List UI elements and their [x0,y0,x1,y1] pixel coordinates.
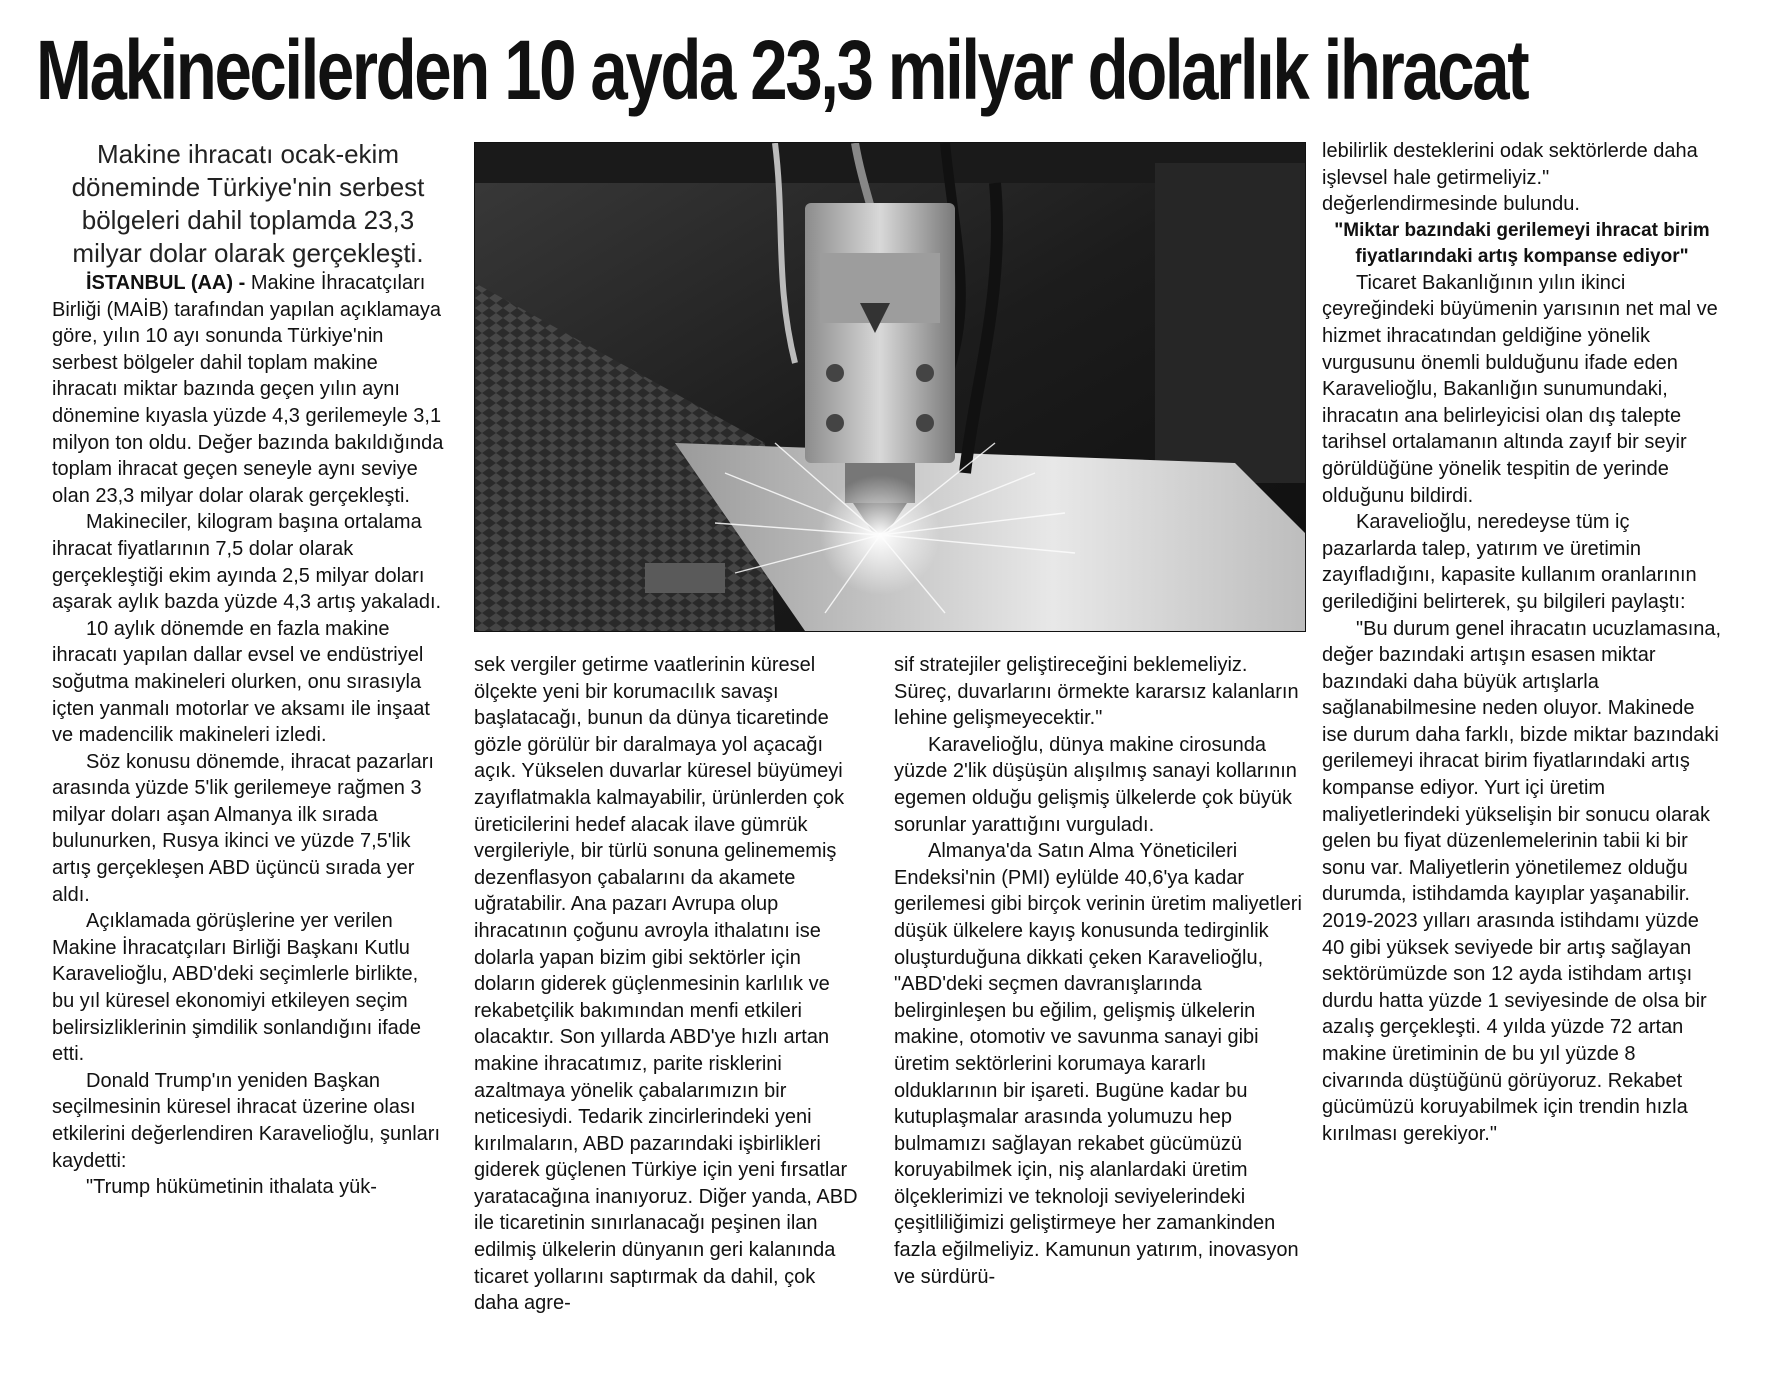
body-paragraph: "Trump hükümetinin ithalata yük- [86,1176,377,1199]
body-paragraph: sif stratejiler geliştireceğini beklemeliyiz. Süreç, duvarlarını örmekte kararsız kalanların lehine gelişmeyecektir." [894,654,1299,730]
column-1 [52,138,444,1201]
body-paragraph: "Bu durum genel ihracatın ucuzlamasına, değer bazındaki artışın esasen miktar bazındaki daha büyük artışlarla sağlanabilmesine neden oluyor. Makinede ise durum daha farklı, bizde miktar bazındaki gerilemeyi ihracat birim fiyatlarındaki artış kompanse ediyor. Yurt içi üretim maliyetlerindeki yükselişin bir sonucu olarak gelen bu fiyat düzenlemelerinin tabii ki bir sonu var. Maliyetlerin yönetilemez olduğu durumda, istihdamda kayıplar yaşanabilir. 2019-2023 yılları arasında istihdamı yüzde 40 gibi yüksek seviyede bir artış sağlayan sektörümüzde son 12 ayda istihdam artışı durdu hatta yüzde 1 seviyesinde de olsa bir azalış gerçekleşti. 4 yılda yüzde 72 artan makine üretiminin de bu yıl yüzde 8 civarında düştüğünü görüyoruz. Rekabet gücümüzü koruyabilmek için trendin hızla kırılması gerekiyor." [1322,617,1722,1145]
lead-paragraph: Makine ihracatı ocak-ekim döneminde Türkiye'nin serbest bölgeleri dahil toplamda 23,3 milyar dolar olarak gerçekleşti. [71,139,425,268]
subheading: "Miktar bazındaki gerilemeyi ihracat birim fiyatlarındaki artış kompanse ediyor" [1334,219,1710,267]
body-paragraph: Makineciler, kilogram başına ortalama ihracat fiyatlarının 7,5 dolar olarak gerçekleştiği ekim ayında 2,5 milyar doları aşarak aylık bazda yüzde 4,3 artış yakaladı. [52,511,442,614]
column-2 [474,652,864,1317]
body-paragraph: Karavelioğlu, neredeyse tüm iç pazarlarda talep, yatırım ve üretimin zayıfladığını, kapasite kullanım oranlarının gerilediğini belirterek, şu bilgileri paylaştı: [1322,511,1697,613]
body-paragraph [52,270,444,509]
dateline: İSTANBUL (AA) - [86,272,246,294]
article-photo [474,142,1306,632]
column-3 [894,652,1304,1290]
column-4 [1322,138,1722,1147]
body-paragraph: Karavelioğlu, dünya makine cirosunda yüzde 2'lik düşüşün alışılmış sanayi kollarının egemen olduğu gelişmiş ülkelerde çok büyük sorunlar yarattığını vurguladı. [894,733,1297,836]
body-paragraph: Almanya'da Satın Alma Yöneticileri Endeksi'nin (PMI) eylülde 40,6'ya kadar gerilemesi gibi birçok verinin üretim maliyetleri düşük ülkelere kayış konusunda tedirginlik oluşturduğuna dikkati çeken Karavelioğlu, "ABD'deki seçmen davranışlarında belirginleşen bu eğilim, gelişmiş ülkelerin makine, otomotiv ve savunma sanayi gibi üretim sektörlerini korumaya kararlı olduklarının bir işareti. Bugüne kadar bu kutuplaşmalar arasında yolumuzu hep bulmamızı sağlayan rekabet gücümüzü koruyabilmek için, niş alanlardaki üretim ölçeklerimizi ve teknoloji seviyelerindeki çeşitliliğimizi geliştirmeye her zamankinden fazla eğilmeliyiz. Kamunun yatırım, inovasyon ve sürdürü- [894,840,1302,1288]
body-paragraph: sek vergiler getirme vaatlerinin küresel ölçekte yeni bir korumacılık savaşı başlatacağı, bunun da dünya ticaretinde gözle görülür bir daralmaya yol açacağı açık. Yükselen duvarlar küresel büyümeyi zayıflatmakla kalmayabilir, ürünlerden çok üreticilerini hedef alacak ilave gümrük vergileriyle, bir türlü sonuna gelinememiş dezenflasyon çabalarını da akamete uğratabilir. Ana pazarı Avrupa olup ihracatının çoğunu avroyla ithalatını ise dolarla yapan bizim gibi sektörler için doların giderek güçlenmesinin karlılık ve rekabetçilik bakımından menfi etkileri olacaktır. Son yıllarda ABD'ye hızlı artan makine ihracatımız, parite risklerini azaltmaya yönelik çabalarımızın bir neticesiydi. Tedarik zincirlerindeki yeni kırılmaların, ABD pazarındaki işbirlikleri giderek güçlenen Türkiye için yeni fırsatlar yaratacağına inanıyoruz. Diğer yanda, ABD ile ticaretinin sınırlanacağı peşinen ilan edilmiş ülkelerin dünyanın geri kalanında ticaret yollarını saptırmak da dahil, çok daha agre- [474,654,858,1315]
body-paragraph: 10 aylık dönemde en fazla makine ihracatı yapılan dallar evsel ve endüstriyel soğutma makineleri olurken, onu sırasıyla içten yanmalı motorlar ve aksamı ile inşaat ve madencilik makineleri izledi. [52,617,430,747]
headline: Makinecilerden 10 ayda 23,3 milyar dolarlık ihracat [36,23,1528,117]
body-paragraph: Ticaret Bakanlığının yılın ikinci çeyreğindeki büyümenin yarısının net mal ve hizmet ihracatından geldiğine yönelik vurgusunu önemli bulduğunu ifade eden Karavelioğlu, Bakanlığın sunumundaki, ihracatın ana belirleyicisi olan dış talepte tarihsel ortalamanın altında zayıf bir seyir görüldüğüne yönelik tespitin de yerinde olduğunu bildirdi. [1322,271,1718,507]
laser-cutting-machine-icon [475,143,1305,631]
body-paragraph: Söz konusu dönemde, ihracat pazarları arasında yüzde 5'lik gerilemeye rağmen 3 milyar doları aşan Almanya ilk sırada bulunurken, Rusya ikinci ve yüzde 7,5'lik artış gerçekleşen ABD üçüncü sırada yer aldı. [52,750,434,906]
body-paragraph: Donald Trump'ın yeniden Başkan seçilmesinin küresel ihracat üzerine olası etkilerini değerlendiren Karavelioğlu, şunları kaydetti: [52,1069,440,1172]
body-paragraph: Açıklamada görüşlerine yer verilen Makine İhracatçıları Birliği Başkanı Kutlu Karavelioğlu, ABD'deki seçimlerle birlikte, bu yıl küresel ekonomiyi etkileyen seçim belirsizliklerinin şimdilik sonlandığını ifade etti. [52,910,422,1066]
body-paragraph: lebilirlik desteklerini odak sektörlerde daha işlevsel hale getirmeliyiz." değerlendirmesinde bulundu. [1322,140,1698,216]
body-text: Makine İhracatçıları Birliği (MAİB) tarafından yapılan açıklamaya göre, yılın 10 ayı sonunda Türkiye'nin serbest bölgeler dahil toplam makine ihracatı miktar bazında geçen yılın aynı dönemine kıyasla yüzde 4,3 gerilemeyle 3,1 milyon ton oldu. Değer bazında bakıldığında toplam ihracat geçen seneyle aynı seviye olan 23,3 milyar dolar olarak gerçekleşti. [52,272,444,507]
